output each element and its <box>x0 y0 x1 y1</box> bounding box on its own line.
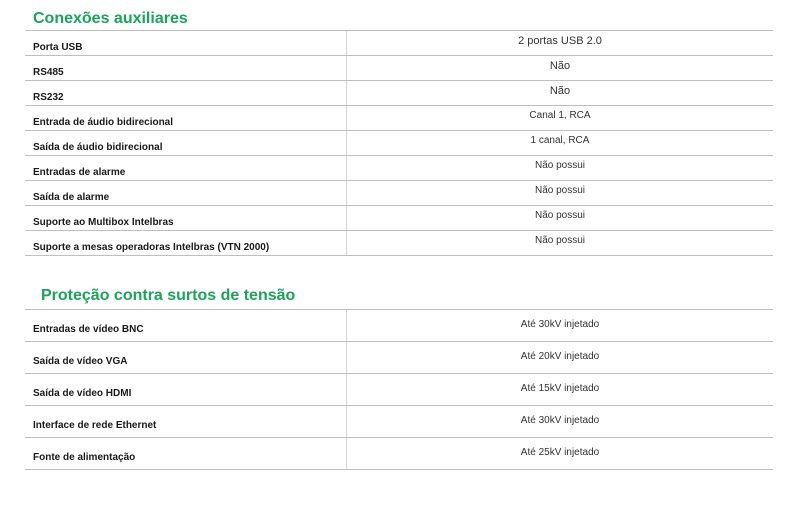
table-row <box>25 310 773 342</box>
table-row <box>25 106 773 131</box>
table-row <box>25 231 773 256</box>
row-label: Saída de vídeo HDMI <box>33 388 132 399</box>
table-row <box>25 56 773 81</box>
surge-protection-table <box>25 309 773 470</box>
row-value: 2 portas USB 2.0 <box>518 35 602 47</box>
row-label: RS485 <box>33 67 64 78</box>
row-label: Saída de alarme <box>33 192 110 203</box>
row-value: Até 30kV injetado <box>520 415 600 426</box>
table-row <box>25 131 773 156</box>
table-row <box>25 81 773 106</box>
row-value: Até 20kV injetado <box>520 351 600 362</box>
row-value: Não possui <box>534 185 586 196</box>
row-label: Entradas de vídeo BNC <box>33 324 144 335</box>
row-label: Entradas de alarme <box>33 167 126 178</box>
table-row <box>25 156 773 181</box>
row-value: Até 25kV injetado <box>520 447 600 458</box>
section-title-auxiliary-connections: Conexões auxiliares <box>33 10 188 27</box>
table-row <box>25 31 773 56</box>
table-row <box>25 181 773 206</box>
row-label: Suporte a mesas operadoras Intelbras (VTN 2000) <box>33 242 270 253</box>
row-value: Não <box>549 85 571 97</box>
row-value: 1 canal, RCA <box>530 135 590 146</box>
row-label: Suporte ao Multibox Intelbras <box>33 217 174 228</box>
row-label: Interface de rede Ethernet <box>33 420 157 431</box>
row-label: Fonte de alimentação <box>33 452 136 463</box>
table-row <box>25 406 773 438</box>
table-row <box>25 342 773 374</box>
row-value: Não <box>549 60 571 72</box>
row-value: Até 30kV injetado <box>520 319 600 330</box>
row-label: Porta USB <box>33 42 83 53</box>
auxiliary-connections-table <box>25 30 773 256</box>
row-value: Até 15kV injetado <box>520 383 600 394</box>
row-value: Não possui <box>534 210 586 221</box>
row-label: Saída de áudio bidirecional <box>33 142 163 153</box>
table-row <box>25 438 773 470</box>
row-value: Não possui <box>534 235 586 246</box>
table-row <box>25 374 773 406</box>
row-value: Não possui <box>534 160 586 171</box>
row-label: Saída de vídeo VGA <box>33 356 128 367</box>
section-title-surge-protection: Proteção contra surtos de tensão <box>41 287 296 304</box>
row-value: Canal 1, RCA <box>529 110 591 121</box>
table-row <box>25 206 773 231</box>
row-label: RS232 <box>33 92 64 103</box>
row-label: Entrada de áudio bidirecional <box>33 117 174 128</box>
